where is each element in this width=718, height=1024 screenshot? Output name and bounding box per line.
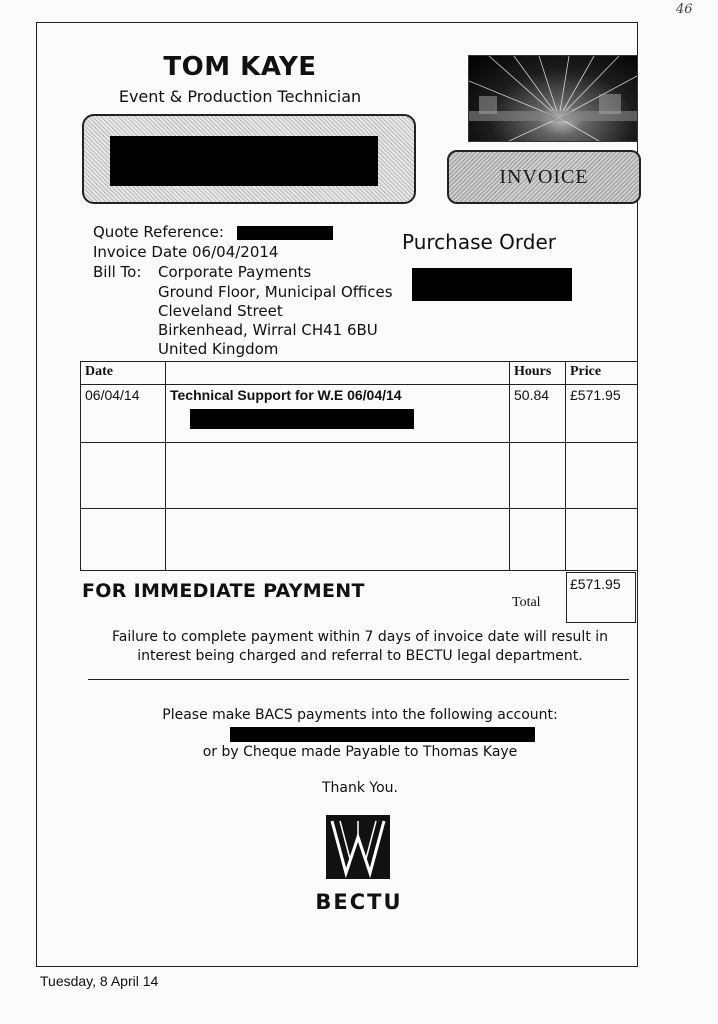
payment-terms-line: Failure to complete payment within 7 days of invoice date will result in: [111, 629, 609, 645]
table-row: [81, 385, 638, 443]
column-header-hours: Hours: [510, 362, 566, 385]
payment-terms-line: interest being charged and referral to BECTU legal department.: [137, 648, 583, 664]
table-row-empty: [81, 509, 638, 571]
invoice-label: INVOICE: [499, 165, 589, 188]
bectu-wordmark: BECTU: [315, 890, 403, 914]
table-header-row: [81, 362, 638, 385]
total-label: Total: [512, 595, 541, 610]
invoice-date: Invoice Date 06/04/2014: [93, 243, 279, 261]
handwritten-page-number: 46: [676, 2, 693, 17]
purchase-order-label: Purchase Order: [402, 230, 557, 254]
total-value: £571.95: [566, 572, 636, 623]
quote-reference-label: Quote Reference:: [93, 223, 224, 241]
row-description: Technical Support for W.E 06/04/14: [170, 387, 402, 403]
sender-name: TOM KAYE: [163, 52, 317, 82]
line-items-table: [80, 361, 638, 571]
immediate-payment-heading: FOR IMMEDIATE PAYMENT: [82, 580, 365, 602]
table-row-empty: [81, 443, 638, 509]
sender-title: Event & Production Technician: [118, 87, 362, 106]
bill-to-label: Bill To:: [93, 263, 142, 281]
bectu-logo-icon: [326, 815, 390, 879]
redacted-address: [110, 136, 378, 186]
stage-lights-graphic: [469, 56, 637, 141]
bill-to-line: Cleveland Street: [158, 302, 283, 320]
thank-you: Thank You.: [321, 780, 398, 796]
redacted-account-details: [230, 727, 535, 742]
cheque-instructions: or by Cheque made Payable to Thomas Kaye: [202, 744, 518, 760]
column-header-price: Price: [566, 362, 638, 385]
row-price: £571.95: [566, 385, 638, 443]
redacted-description-detail: [190, 409, 414, 429]
bill-to-line: Corporate Payments: [158, 263, 312, 281]
bill-to-line: Ground Floor, Municipal Offices: [158, 283, 393, 301]
bacs-instructions: Please make BACS payments into the following account:: [162, 707, 558, 723]
divider: [88, 679, 629, 680]
footer-date: Tuesday, 8 April 14: [40, 973, 159, 989]
column-header-date: Date: [81, 362, 166, 385]
row-hours: 50.84: [510, 385, 566, 443]
redacted-quote-reference: [237, 226, 333, 240]
row-date: 06/04/14: [81, 385, 166, 443]
bill-to-line: Birkenhead, Wirral CH41 6BU: [158, 321, 378, 339]
bill-to-line: United Kingdom: [158, 340, 279, 358]
stage-lights-image: [468, 55, 638, 142]
column-header-description: [166, 362, 510, 385]
row-description-cell: [166, 385, 510, 443]
redacted-purchase-order: [412, 268, 572, 301]
invoice-badge: [447, 150, 641, 204]
